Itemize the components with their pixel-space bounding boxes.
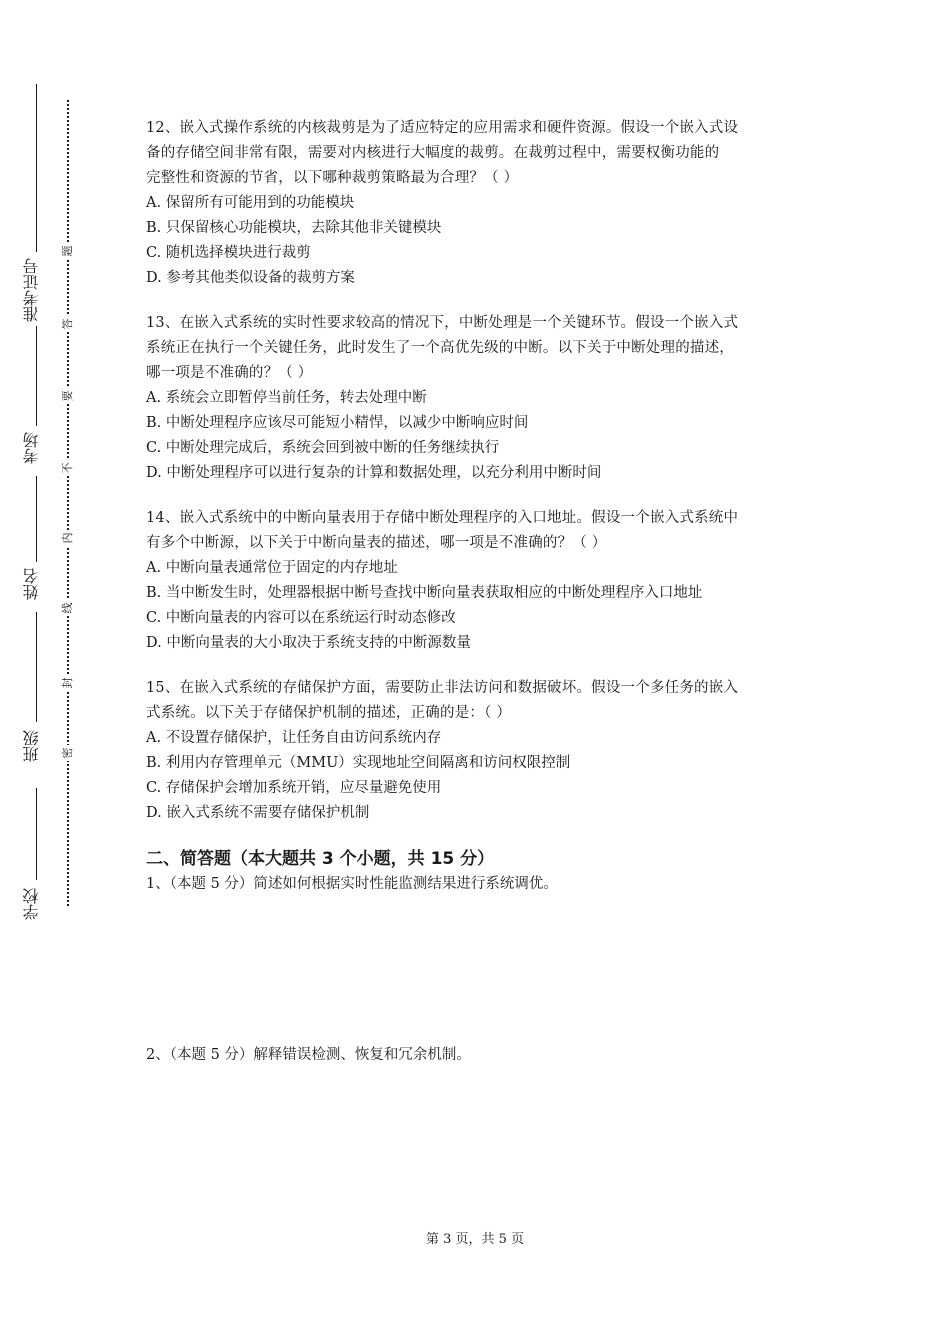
- option-c: C. 中断处理完成后，系统会回到被中断的任务继续执行: [146, 440, 500, 456]
- question-14: [146, 506, 814, 656]
- question-12: [146, 116, 814, 291]
- option-a: A. 保留所有可能用到的功能模块: [146, 195, 355, 211]
- option-b: B. 利用内存管理单元（MMU）实现地址空间隔离和访问权限控制: [146, 755, 571, 771]
- short-answer-2: 2、（本题 5 分）解释错误检测、恢复和冗余机制。: [146, 1047, 471, 1063]
- seal-char: 线: [60, 600, 76, 616]
- seal-char: 封: [60, 675, 76, 691]
- question-13: [146, 311, 814, 486]
- section-heading: 二、简答题（本大题共 3 个小题，共 15 分）: [146, 849, 495, 869]
- exam-content: [146, 116, 814, 1068]
- option-d: D. 参考其他类似设备的裁剪方案: [146, 270, 355, 286]
- question-15: [146, 676, 814, 826]
- option-d: D. 中断处理程序可以进行复杂的计算和数据处理，以充分利用中断时间: [146, 465, 602, 481]
- seal-dotted-line: [67, 100, 69, 906]
- question-text: 15、在嵌入式系统的存储保护方面，需要防止非法访问和数据破坏。假设一个多任务的嵌入: [146, 680, 739, 696]
- option-d: D. 中断向量表的大小取决于系统支持的中断源数量: [146, 635, 471, 651]
- question-text: 系统正在执行一个关键任务，此时发生了一个高优先级的中断。以下关于中断处理的描述，: [146, 340, 734, 356]
- binding-margin: [0, 0, 110, 1344]
- question-text: 12、嵌入式操作系统的内核裁剪是为了适应特定的应用需求和硬件资源。假设一个嵌入式设: [146, 120, 739, 136]
- question-text: 13、在嵌入式系统的实时性要求较高的情况下，中断处理是一个关键环节。假设一个嵌入式: [146, 315, 739, 331]
- short-answer-1: 1、（本题 5 分）简述如何根据实时性能监测结果进行系统调优。: [146, 876, 558, 892]
- question-text: 式系统。以下关于存储保护机制的描述，正确的是：（ ）: [146, 705, 512, 721]
- class-label: 班级: [22, 730, 41, 762]
- option-c: C. 存储保护会增加系统开销，应尽量避免使用: [146, 780, 442, 796]
- name-label: 姓名: [22, 568, 41, 600]
- option-a: A. 中断向量表通常位于固定的内存地址: [146, 560, 398, 576]
- question-text: 完整性和资源的节省，以下哪种裁剪策略最为合理？（ ）: [146, 170, 519, 186]
- option-b: B. 当中断发生时，处理器根据中断号查找中断向量表获取相应的中断处理程序入口地址: [146, 585, 703, 601]
- ticket-no-line: [36, 84, 37, 252]
- page-number: 第 3 页，共 5 页: [425, 1232, 525, 1247]
- option-a: A. 不设置存储保护，让任务自由访问系统内存: [146, 730, 442, 746]
- option-c: C. 中断向量表的内容可以在系统运行时动态修改: [146, 610, 456, 626]
- class-line: [36, 612, 37, 722]
- option-d: D. 嵌入式系统不需要存储保护机制: [146, 805, 370, 821]
- seal-char: 要: [60, 388, 76, 404]
- option-b: B. 中断处理程序应该尽可能短小精悍，以减少中断响应时间: [146, 415, 529, 431]
- question-text: 哪一项是不准确的？（ ）: [146, 365, 313, 381]
- exam-room-label: 考场: [22, 432, 41, 464]
- question-text: 备的存储空间非常有限，需要对内核进行大幅度的裁剪。在裁剪过程中，需要权衡功能的: [146, 145, 720, 161]
- seal-char: 答: [60, 316, 76, 332]
- ticket-no-label: 准考证号: [22, 258, 41, 322]
- exam-room-line: [36, 326, 37, 426]
- seal-char: 题: [60, 243, 76, 259]
- option-c: C. 随机选择模块进行裁剪: [146, 245, 311, 261]
- option-a: A. 系统会立即暂停当前任务，转去处理中断: [146, 390, 427, 406]
- seal-char: 不: [60, 460, 76, 476]
- question-text: 14、嵌入式系统中的中断向量表用于存储中断处理程序的入口地址。假设一个嵌入式系统中: [146, 510, 739, 526]
- seal-char: 内: [60, 530, 76, 546]
- school-label: 学校: [22, 888, 41, 920]
- school-line: [36, 788, 37, 880]
- name-line: [36, 476, 37, 562]
- seal-char: 密: [60, 745, 76, 761]
- option-b: B. 只保留核心功能模块，去除其他非关键模块: [146, 220, 442, 236]
- question-text: 有多个中断源，以下关于中断向量表的描述，哪一项是不准确的？（ ）: [146, 535, 607, 551]
